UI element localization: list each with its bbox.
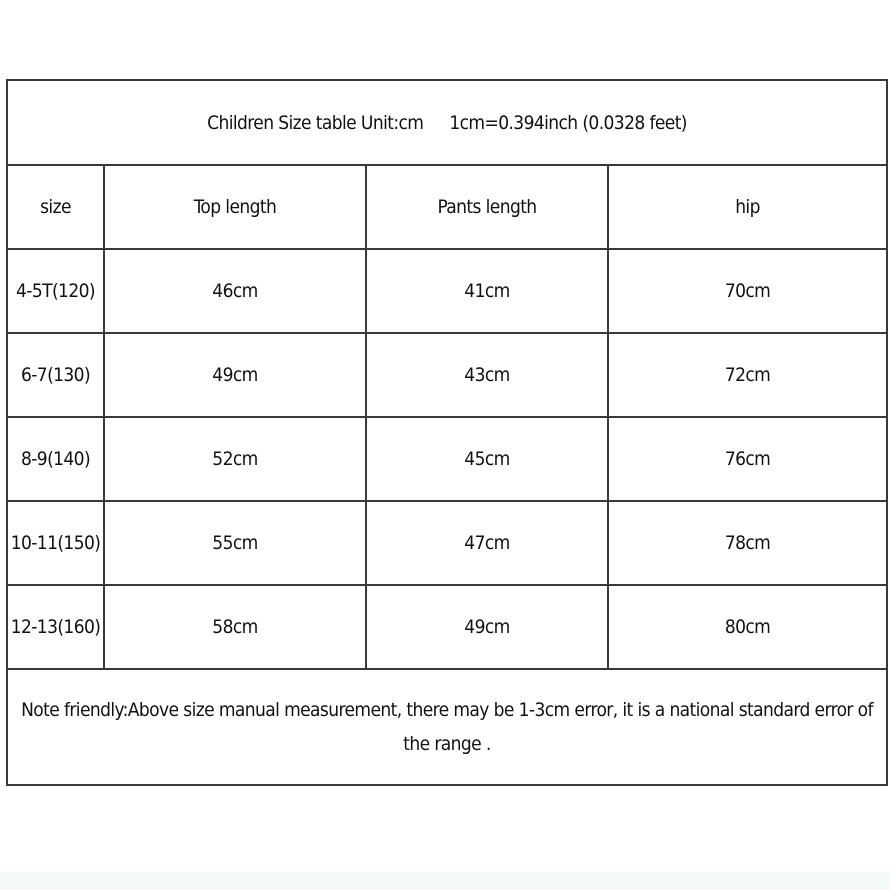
cell-top-length: 49cm: [104, 333, 366, 417]
table-row: [7, 501, 887, 585]
cell-top-length: 55cm: [104, 501, 366, 585]
header-top-length: Top length: [104, 165, 366, 249]
cell-size: 8-9(140): [7, 417, 104, 501]
cell-pants-length: 45cm: [366, 417, 608, 501]
table-row: [7, 585, 887, 669]
cell-size: 6-7(130): [7, 333, 104, 417]
table-row: [7, 249, 887, 333]
table-header-row: [7, 165, 887, 249]
cell-size: 12-13(160): [7, 585, 104, 669]
header-size: size: [7, 165, 104, 249]
table-title: [7, 80, 887, 165]
cell-top-length: 46cm: [104, 249, 366, 333]
cell-pants-length: 43cm: [366, 333, 608, 417]
cell-hip: 80cm: [608, 585, 887, 669]
cell-hip: 76cm: [608, 417, 887, 501]
table-note: Note friendly:Above size manual measurement, there may be 1-3cm error, it is a national standard error of the range .: [7, 669, 887, 785]
table-row: [7, 417, 887, 501]
cell-top-length: 58cm: [104, 585, 366, 669]
table-title-conversion: 1cm=0.394inch (0.0328 feet): [449, 111, 687, 134]
table-note-row: [7, 669, 887, 785]
cell-size: 10-11(150): [7, 501, 104, 585]
cell-size: 4-5T(120): [7, 249, 104, 333]
cell-top-length: 52cm: [104, 417, 366, 501]
table-title-unit: Children Size table Unit:cm: [207, 111, 424, 134]
cell-pants-length: 47cm: [366, 501, 608, 585]
size-table: [6, 79, 888, 786]
cell-hip: 70cm: [608, 249, 887, 333]
header-pants-length: Pants length: [366, 165, 608, 249]
cell-hip: 78cm: [608, 501, 887, 585]
header-hip: hip: [608, 165, 887, 249]
cell-pants-length: 41cm: [366, 249, 608, 333]
table-title-row: [7, 80, 887, 165]
table-row: [7, 333, 887, 417]
cell-pants-length: 49cm: [366, 585, 608, 669]
cell-hip: 72cm: [608, 333, 887, 417]
footer-strip: [0, 872, 890, 890]
